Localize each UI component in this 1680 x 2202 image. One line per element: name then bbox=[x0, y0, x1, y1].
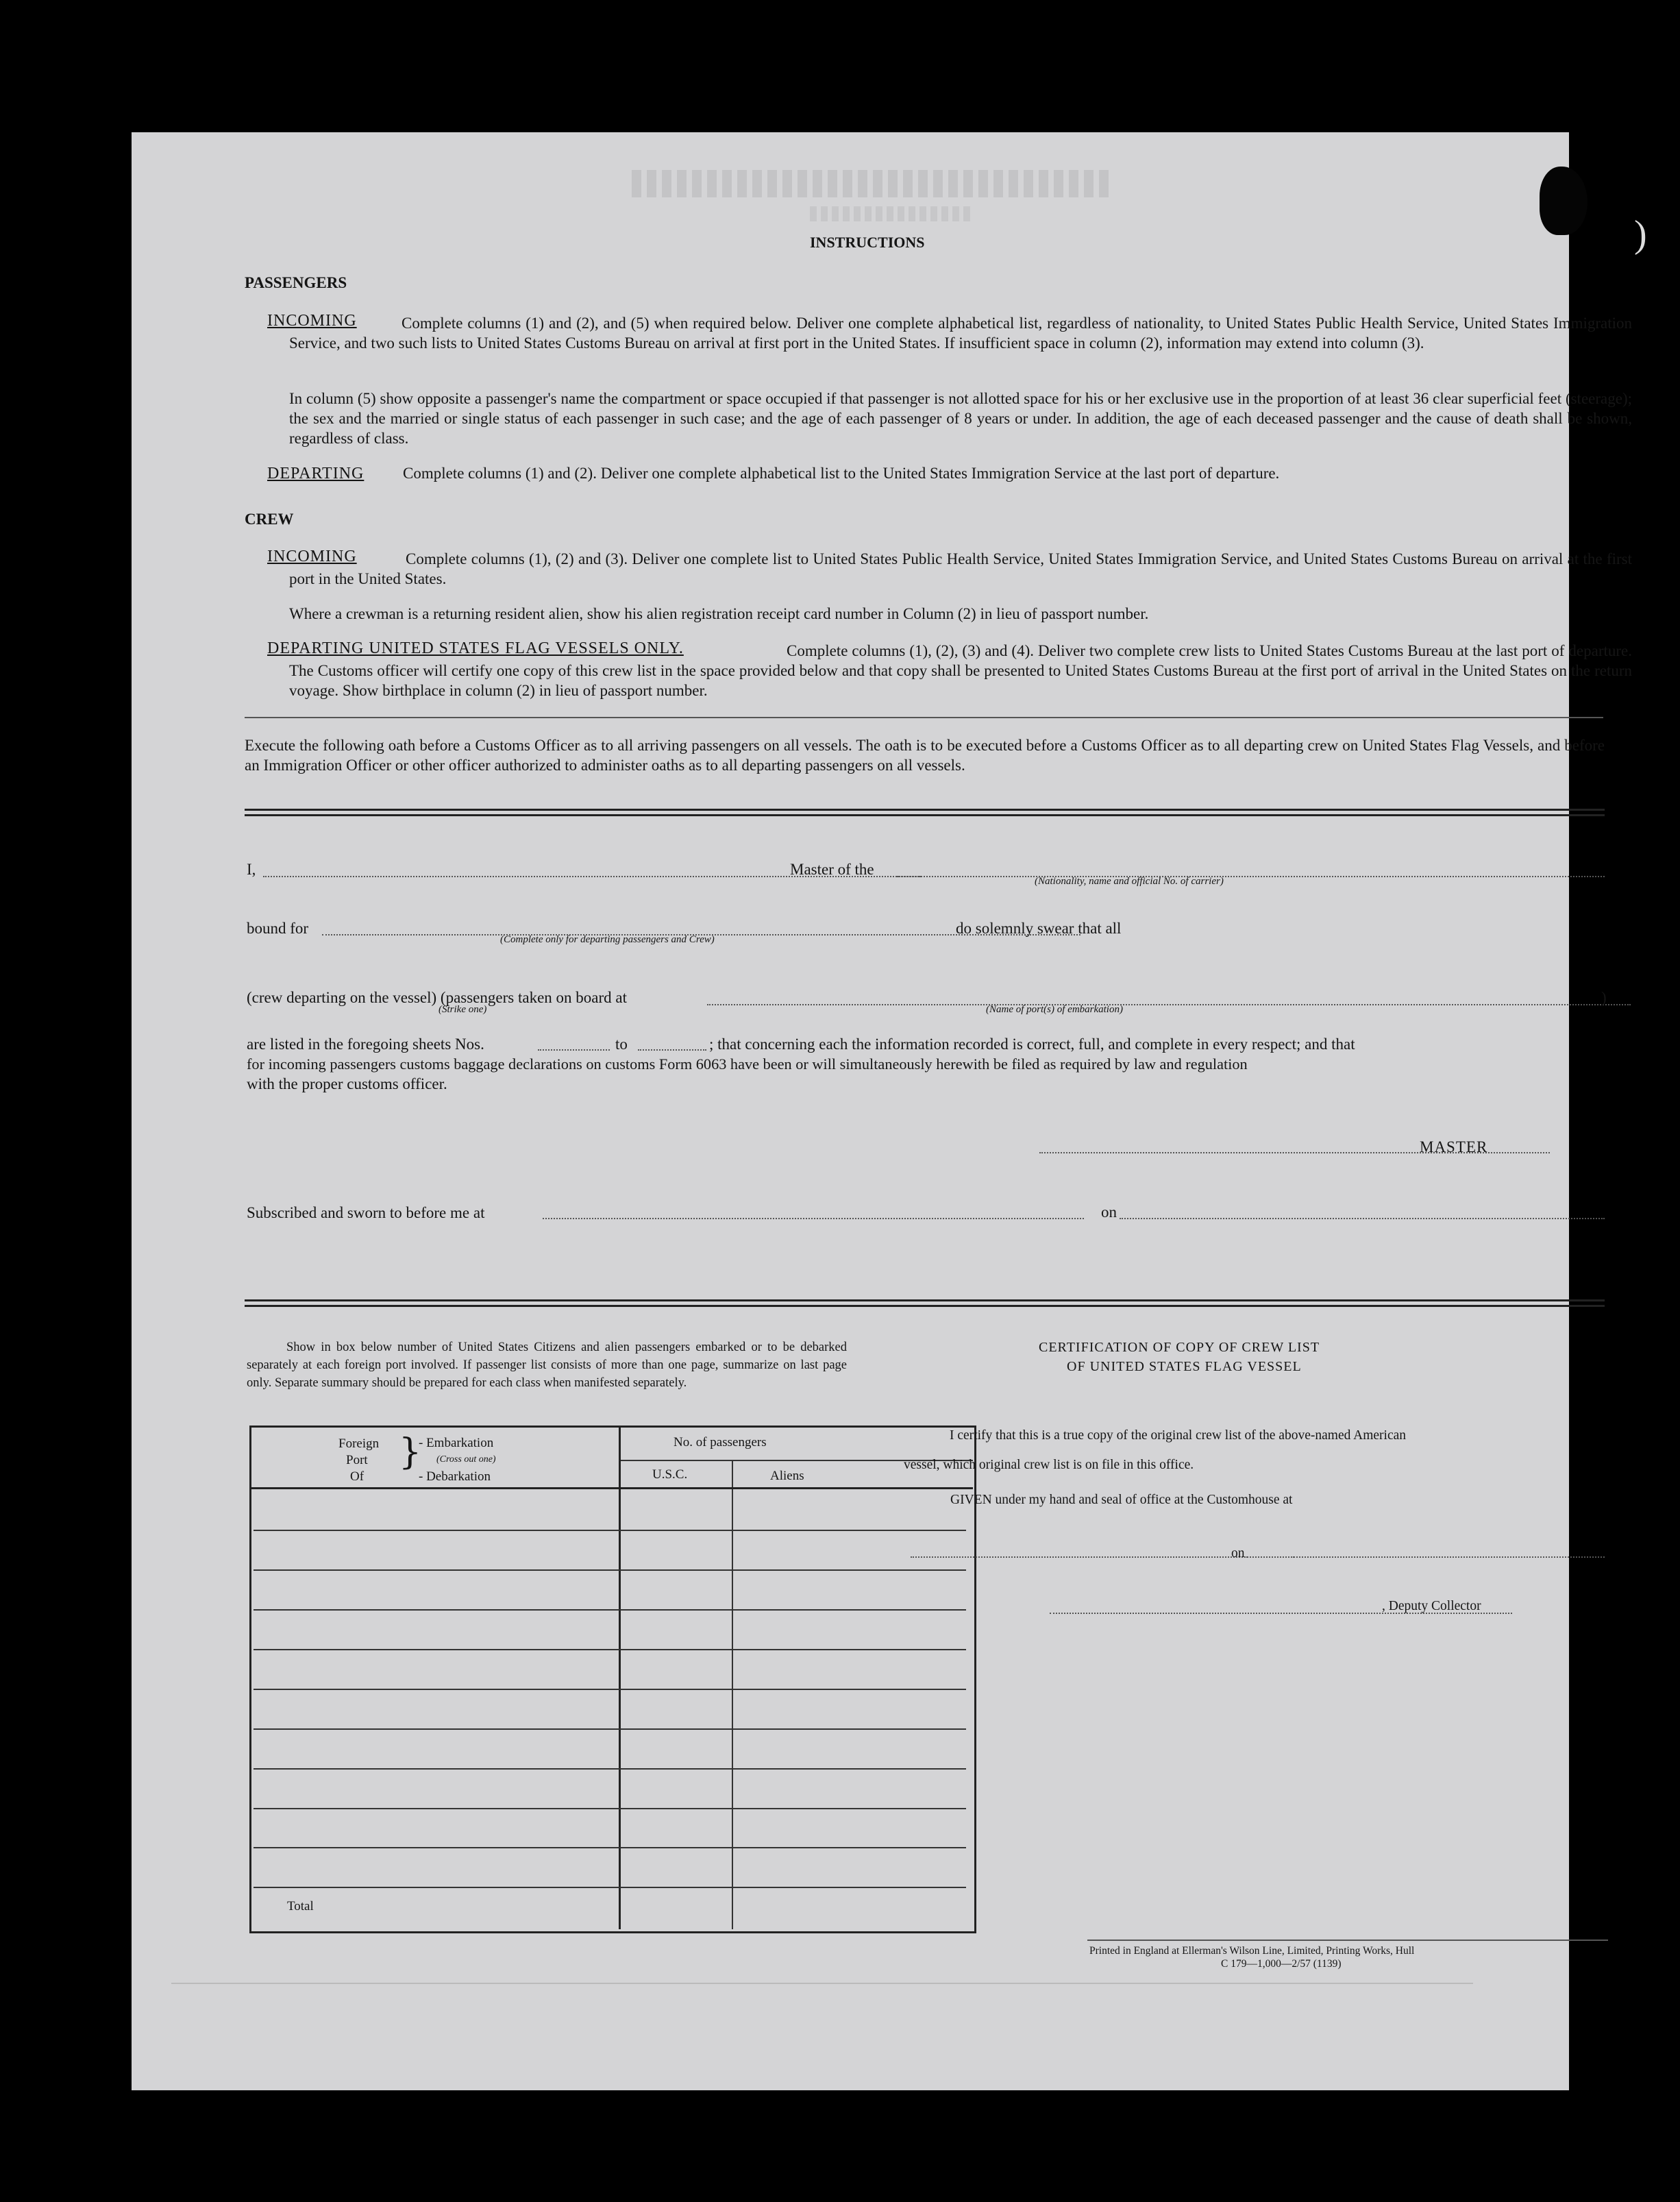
double-rule-1b bbox=[245, 814, 1605, 816]
oath-intro-text: Execute the following oath before a Customs Officer as to all arriving passengers on all vessels. The oath is to be executed before a Customs Officer as to all departing crew on United States Flag Vessels, and before an Immigration Officer or other officer authorized to administer oaths as to all departing passengers on all vessels. bbox=[245, 737, 1605, 774]
section-title-crew: CREW bbox=[245, 511, 294, 528]
passengers-column5-text: In column (5) show opposite a passenger's name the compartment or space occupied if that passenger is not allotted space for his or her exclusive use in the proportion of at least 36 clear superficial feet (steerage); the sex and the married or single status of each passenger in such case; and the age of each passenger of 8 years or under. In addition, the age of each deceased passenger and the cause of death shall be shown, regardless of class. bbox=[289, 390, 1632, 447]
certification-text-2: vessel, which original crew list is on file in this office. bbox=[904, 1458, 1194, 1472]
sheet-from-field[interactable] bbox=[538, 1049, 610, 1051]
deputy-collector-label: , Deputy Collector bbox=[1382, 1599, 1481, 1613]
table-row bbox=[254, 1887, 966, 1888]
printer-line-2: C 179—1,000—2/57 (1139) bbox=[1221, 1958, 1342, 1970]
passengers-departing-text: Complete columns (1) and (2). Deliver one complete alphabetical list to the United States Immigration Service at the last port of departure. bbox=[403, 465, 1280, 482]
strike-one-hint: (Strike one) bbox=[438, 1004, 487, 1015]
bleed-through-line bbox=[171, 1983, 1473, 1984]
crew-departing-label: DEPARTING UNITED STATES FLAG VESSELS ONLY. bbox=[267, 639, 684, 657]
brace-icon: } bbox=[399, 1432, 422, 1473]
double-rule-2b bbox=[245, 1305, 1605, 1307]
crew-alien-text: Where a crewman is a returning resident alien, show his alien registration receipt card number in Column (2) in lieu of passport number. bbox=[289, 605, 1149, 622]
crew-departing-text: Complete columns (1), (2), (3) and (4). Deliver two complete crew lists to United States Customs Bureau at the last port of departure. The Customs officer will certify one copy of this crew list in the space provided below and that copy shall be presented to United States Customs Bureau at the first port of arrival in the United States on the return voyage. Show birthplace in column (2) in lieu of passport number. bbox=[289, 642, 1632, 699]
header-embarkation: - Embarkation bbox=[419, 1436, 494, 1450]
header-aliens: Aliens bbox=[770, 1469, 804, 1483]
header-debarkation: - Debarkation bbox=[419, 1469, 491, 1484]
summary-instructions: Show in box below number of United States Citizens and alien passengers embarked or to be debarked separately at each foreign port involved. If passenger list consists of more than one page, summarize on last page only. Separate summary should be prepared for each class when manifested separately. bbox=[247, 1341, 847, 1390]
col-divider-main bbox=[619, 1427, 621, 1929]
crew-incoming-label: INCOMING bbox=[267, 548, 357, 565]
listed-text-d: with the proper customs officer. bbox=[247, 1075, 447, 1092]
carrier-field[interactable] bbox=[897, 876, 1605, 877]
bound-for-hint: (Complete only for departing passengers and Crew) bbox=[500, 934, 715, 945]
double-rule-1a bbox=[245, 809, 1605, 811]
certification-title-1: CERTIFICATION OF COPY OF CREW LIST bbox=[1039, 1340, 1320, 1355]
listed-text-c: for incoming passengers customs baggage declarations on customs Form 6063 have been or will simultaneously herewith be filed as required by law and regulation bbox=[247, 1055, 1248, 1073]
master-of-the-label: Master of the bbox=[790, 861, 874, 878]
certification-on: on bbox=[1231, 1546, 1245, 1561]
subscribed-label: Subscribed and sworn to before me at bbox=[247, 1204, 485, 1221]
table-row bbox=[254, 1569, 966, 1571]
table-row bbox=[254, 1728, 966, 1730]
bleed-through-header bbox=[632, 170, 1111, 197]
header-port: Port bbox=[346, 1453, 368, 1467]
bound-for-label: bound for bbox=[247, 920, 309, 937]
header-foreign: Foreign bbox=[338, 1436, 380, 1451]
master-signature-label: MASTER bbox=[1420, 1138, 1488, 1155]
carrier-hint: (Nationality, name and official No. of carrier) bbox=[1035, 876, 1224, 887]
table-row bbox=[254, 1689, 966, 1690]
imprint-rule bbox=[1087, 1940, 1608, 1941]
table-row bbox=[254, 1847, 966, 1848]
header-cross-out: (Cross out one) bbox=[436, 1454, 496, 1465]
certification-given: GIVEN under my hand and seal of office at the Customhouse at bbox=[950, 1493, 1293, 1507]
swear-label: do solemnly swear that all bbox=[956, 920, 1122, 937]
table-row bbox=[254, 1808, 966, 1809]
subscribed-on-label: on bbox=[1101, 1203, 1117, 1221]
table-row bbox=[254, 1649, 966, 1650]
header-no-passengers: No. of passengers bbox=[674, 1435, 767, 1449]
subscribed-place-field[interactable] bbox=[543, 1218, 1084, 1219]
separator-top bbox=[245, 717, 1603, 718]
section-title-passengers: PASSENGERS bbox=[245, 274, 347, 291]
listed-sheets-label: are listed in the foregoing sheets Nos. bbox=[247, 1036, 484, 1053]
paper-edge-mark: ) bbox=[1634, 213, 1647, 256]
crew-departing-label: (crew departing on the vessel) (passengers taken on board at bbox=[247, 989, 627, 1006]
embarkation-port-field[interactable] bbox=[707, 1004, 1631, 1005]
certification-date-field[interactable] bbox=[1246, 1556, 1605, 1558]
passengers-incoming-text: Complete columns (1) and (2), and (5) when required below. Deliver one complete alphabetical list, regardless of nationality, to United States Public Health Service, United States Immigration Service, and two such lists to United States Customs Bureau on arrival at first port in the United States. If insufficient space in column (2), information may extend into column (3). bbox=[289, 315, 1632, 352]
ink-blot bbox=[1540, 167, 1588, 235]
printer-line-1: Printed in England at Ellerman's Wilson Line, Limited, Printing Works, Hull bbox=[1089, 1945, 1415, 1957]
bleed-through-subheader bbox=[810, 206, 974, 221]
header-rule bbox=[251, 1487, 973, 1489]
listed-text-b: ; that concerning each the information recorded is correct, full, and complete in every respect; and that bbox=[709, 1036, 1355, 1053]
header-of: Of bbox=[350, 1469, 365, 1484]
listed-to-label: to bbox=[615, 1036, 628, 1053]
table-row bbox=[254, 1609, 966, 1611]
embarkation-port-hint: (Name of port(s) of embarkation) bbox=[986, 1004, 1123, 1015]
sheet-to-field[interactable] bbox=[638, 1049, 706, 1051]
oath-i-label: I, bbox=[247, 861, 256, 878]
passenger-summary-table bbox=[249, 1426, 976, 1933]
passengers-departing-label: DEPARTING bbox=[267, 465, 365, 482]
document-page bbox=[132, 132, 1632, 2090]
table-row bbox=[254, 1768, 966, 1770]
total-label: Total bbox=[287, 1899, 314, 1913]
certification-title-2: OF UNITED STATES FLAG VESSEL bbox=[1067, 1359, 1302, 1374]
passengers-incoming-label: INCOMING bbox=[267, 312, 357, 330]
page-title: INSTRUCTIONS bbox=[810, 234, 925, 251]
crew-incoming-text: Complete columns (1), (2) and (3). Deliver one complete list to United States Public Health Service, United States Immigration Service, and United States Customs Bureau on arrival at the first port in the United States. bbox=[289, 550, 1632, 587]
header-usc: U.S.C. bbox=[652, 1467, 688, 1482]
table-row bbox=[254, 1530, 966, 1531]
double-rule-2a bbox=[245, 1299, 1605, 1301]
close-paren: ) bbox=[1601, 989, 1607, 1006]
subscribed-date-field[interactable] bbox=[1120, 1218, 1605, 1219]
certification-text-1: I certify that this is a true copy of the original crew list of the above-named American bbox=[950, 1428, 1407, 1443]
